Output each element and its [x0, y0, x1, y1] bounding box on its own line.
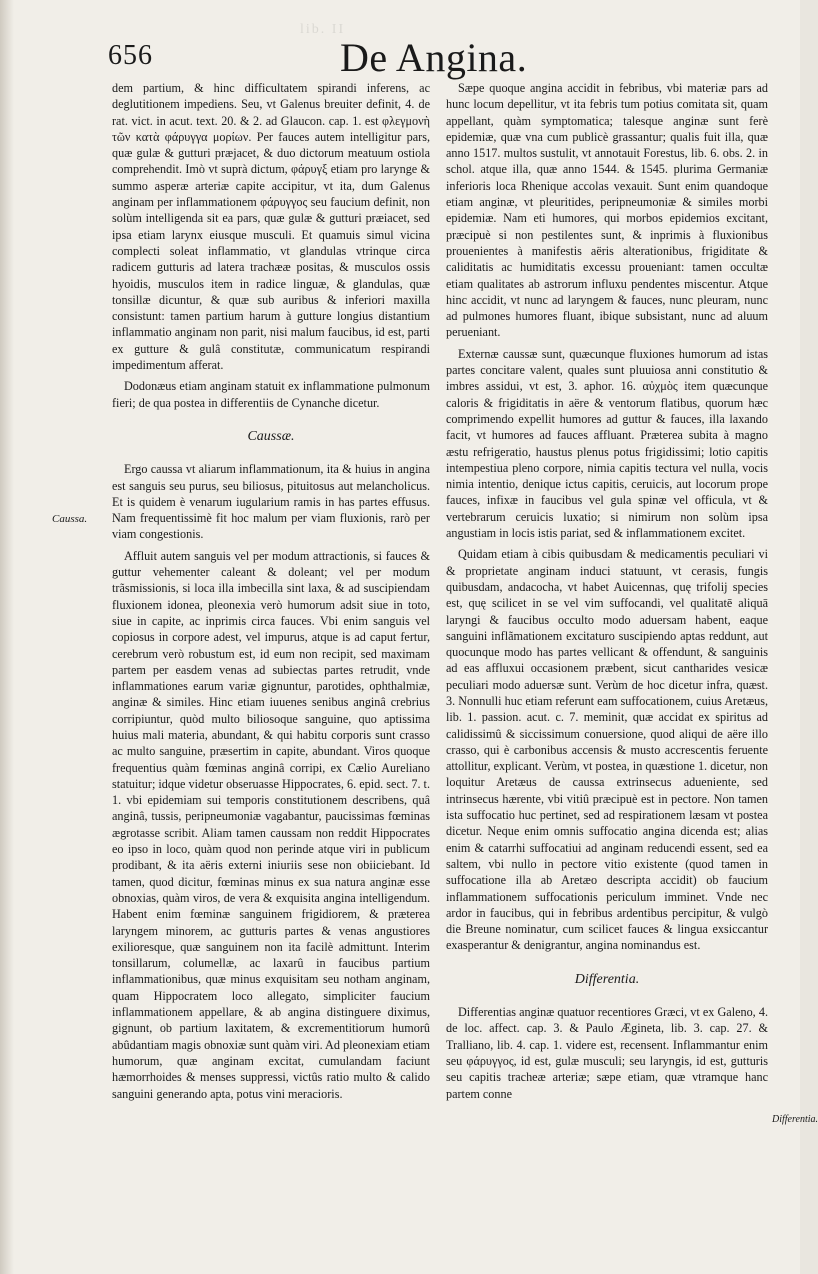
paragraph: Ergo caussa vt aliarum inflammationum, ita & huius in angina est sanguis seu purus, seu biliosus, pituitosus aut melancholicus. Et is quidem è venarum iugularium ramis in has partes effusus. Nam frequentissimè fit hoc malum per viam fluxionis, rarò per viam congestionis. — [112, 462, 430, 542]
paragraph: Dodonæus etiam anginam statuit ex inflammatione pulmonum fieri; de qua postea in differentiis de Cynanche dicetur. — [112, 379, 430, 410]
left-column — [112, 80, 430, 1107]
margin-note-caussae: Caussa. — [52, 513, 88, 525]
paragraph: Externæ caussæ sunt, quæcunque fluxiones humorum ad istas partes concitare valent, quales sunt pluuiosa anni constitutio & imbres assidui, vt est, 3. aphor. 16. αὐχμὸς item quæcunque caloris & frigiditatis in aëre & ventorum flatibus, quorum hæc comprimendo expellit humores ad guttur & fauces, illa laxando facit, vt humores ad fauces affluant. Præterea subita à magno æstu refrigeratio, haustus plenus potus frigidissimi; lotio capitis intempestiua pleno corpore, nimia capitis tectura vel nulla, vocis nimia intentio, denique ictus capitis, ceruicis, aut locorum prope fauces, infixæ in faucibus vel gula spinæ vel officula, vt & vertebrarum ceruicis luxatio; si nimirum non solùm ipsa angustiam in locis istis pariat, sed & inflammationem excitet. — [446, 346, 768, 541]
section-heading-differentiae: Differentia. — [574, 971, 640, 987]
paragraph: dem partium, & hinc difficultatem spirandi inferens, ac deglutitionem impediens. Seu, vt Galenus breuiter definit, 4. de rat. vict. in acut. text. 20. & 2. ad Glaucon. cap. 1. est φλεγμονὴ τῶν κατὰ φάρυγγα μορίων. Per fauces autem intelligitur pars, quæ gulæ & gutturi præjacet, & duo dictorum meatuum ostiola comprehendit. Imò vt suprà dictum, φάρυγξ etiam pro larynge & summo asperæ arteriæ capite accipitur, vt ita, dum Galenus anginam per inflammationem φάρυγγος seu faucium definit, non solùm intelligenda sit ea pars, quæ gulæ & gutturi præiacet, sed ipsa etiam larynx eiusque musculi. Et quamuis simul vicina complecti soleat inflammatio, vt glandulas vtrinque circa radicem gutturis ad latera trachææ positas, & musculos ossis hyoidis, musculos item in radice linguæ, & glandulas, quæ tonsillæ dicuntur, & quæ sub auribus & inferiori maxilla consistunt: tamen partium harum à gutture longius distantium inflammatio anginam non parit, nisi malum faucibus, id est, parti ex gutture & gulâ constitutæ, communicatum respirandi impedimentum afferat. — [112, 81, 430, 373]
paragraph: Quidam etiam à cibis quibusdam & medicamentis peculiari vi & proprietate anginam induci statuunt, vt cerasis, fungis quibusdam, andacocha, vt habet Auicennas, quę trifolij species est, quę scilicet in se vel vim suffocandi, vel qualitatē aliquā laryngi & faucibus occulto modo aduersam habent, eaque sanguini inflãmationem excitaturo suscipiendo aptas reddunt, aut quocunque modo has partes vellicant & offendunt, & sanguinis ad eas affluxui occasionem præbent, sicut cantharides vesicæ peculiari modo aduersæ sunt. Verùm de hoc dicetur infra, quæst. 3. Nonnulli huc etiam referunt eam suffocationem, cuius Aretæus, lib. 1. passion. acut. c. 7. meminit, quæ accidat ex spiritus ad calidissimû & siccissimum conuersione, quod aliqui de aëre illo crasso, qui è carbonibus accensis & musto accrescentis feruente attollitur, explicant. Verùm, vt postea, in quæstione 1. dicetur, non loquitur Aretæus de caussa extrinsecus adueniente, sed intrinsecus hærente, vbi vitiû præcipuè est in pectore. Non tamen ista suffocatio huc pertinet, sed ad respirationem læsam vt postea dicetur. Neque enim omnis suffocatio angina dicenda est; alias enim & catarrhi suffocatiui ad anginam reducendi essent, sed ea saltem, vbi nullo in pectore vitio existente (quod tamen in suffocatione illa ab Aretæo descripta accidit) ob faucium inflammationem suffocationis periculum imminet. Vnde nec ardor in faucibus, qui in febribus ardentibus percipitur, & vulgò die Breune nominatur, cum scilicet fauces & lingua exsiccantur exasperantur & denigrantur, angina nominandus est. — [446, 547, 768, 953]
paragraph: Affluit autem sanguis vel per modum attractionis, si fauces & guttur vehementer caleant & doleant; vel per modum trãsmissionis, si loca illa imbecilla sint laxa, & ad suscipiendam fluxionem idonea, pleonexia verò humorum adsit siue in toto, siue in capite, ac inprimis circa fauces. Vbi enim sanguis vel copiosus in corpore adest, vel impurus, atque is ad caput fertur, cerebrum verò robustum est, id eum non recipit, sed maximam partem per easdem venas ad subiectas partes retrudit, vnde inflammationes earum variæ gignuntur, parotides, ophthalmiæ, anginæ & similes. Hinc etiam iuuenes senibus anginâ crebrius corripiuntur, quòd multo biliosoque sanguine, quo aptissima huius mali materia, abundant, & qui habitu corporis sunt crasso ac multo sanguine, præsertim in capite, abundant. Viros quoque frequentius quàm fœminas anginâ corripi, ex Cælio Aureliano statuitur; idque videtur obseruasse Hippocrates, 6. epid. sect. 7. t. 1. vbi epidemiam sui temporis constitutionem describens, quâ anginâ, tussis, peripneumoniæ vagabantur, paucissimas fœminas ægrotasse scribit. Aliam tamen caussam non reddit Hippocrates eo ipso in loco, quàm quod non perinde atque viri in publicum prodibant, & ita aëris externi iniuriis sese non obiiciebant. Id tamen, quod dicitur, fœminas minus ex sua natura anginæ esse obnoxias, quàm viros, de vera & exquisita angina intelligendum. Habent enim fœminæ sanguinem frigidiorem, & præterea laryngem minorem, ac gutturis partes & venas angustiores exilioresque, quæ sanguinem non ita facilè admittunt. Interim tonsillarum, columellæ, ac laxarû in faucibus partium inflammationibus, quæ minus exquisitam seu notham anginam, quam Hippocratem loco allegato, simpliciter faucium inflammationem appellare, & ab angina distinguere diximus, gignunt, ob partium laxitatem, & excrementitiorum humorû abûdantiam magis obnoxiæ sunt quàm viri. Ad pleonexiam etiam humorum, quæ anginam excitat, cumulandam faciunt hæmorrhoides & menses suppressi, victûs ratio multo & calido sanguini generando apta, potus vini meracioris. — [112, 548, 430, 1101]
paragraph: Differentias anginæ quatuor recentiores Græci, vt ex Galeno, 4. de loc. affect. cap. 3. & Paulo Ægineta, lib. 3. cap. 27. & Tralliano, lib. 4. cap. 1. videre est, recensent. Inflammantur enim seu φάρυγγος, id est, gulæ musculi; seu laryngis, id est, gutturis seu capitis tracheæ arteriæ; sæpe etiam, quæ vtramque hanc partem conne — [446, 1005, 768, 1101]
margin-note-differentiae: Differentia. — [772, 1114, 818, 1125]
page-gutter-shadow — [0, 0, 14, 1274]
right-column — [446, 80, 768, 1107]
bleed-through-text: lib. II — [300, 22, 346, 37]
running-title: De Angina. — [340, 35, 528, 80]
section-heading-caussae: Caussæ. — [247, 428, 295, 444]
paragraph: Sæpe quoque angina accidit in febribus, vbi materiæ pars ad hunc locum depellitur, vt ita febris tum potius comitata sit, quam appellant, quàm symptomatica; talesque anginæ sunt ferè epidemiæ, quæ vna cum publicè grassantur; qualis fuit illa, quæ anno 1517. multos sustulit, vt annotauit Forestus, lib. 6. obs. 2. in schol. atque illa, quæ anno 1544. & 1545. plurima Germaniæ inferioris loca Rhenique accolas vexauit. Sunt enim quandoque etiam anginæ, vt pleuritides, peripneumoniæ & similes morbi epidemiæ. Nam eti humores, qui morbos epidemios excitant, præcipuè si non pestilentes sunt, & inprimis à fluxionibus prouenientes à manifestis aëris alterationibus, frigiditate & caliditatis ac humiditatis excessu proueniant: tamen occultæ etiam qualitates ab astrorum influxu pendentes miscentur. Atque hinc accidit, vt nunc ad laryngem & fauces, nunc pleuram, nunc ad pulmones humores fluant, ibique subsistant, nunc ad aluum perueniant. — [446, 81, 768, 340]
page-number: 656 — [108, 40, 153, 71]
